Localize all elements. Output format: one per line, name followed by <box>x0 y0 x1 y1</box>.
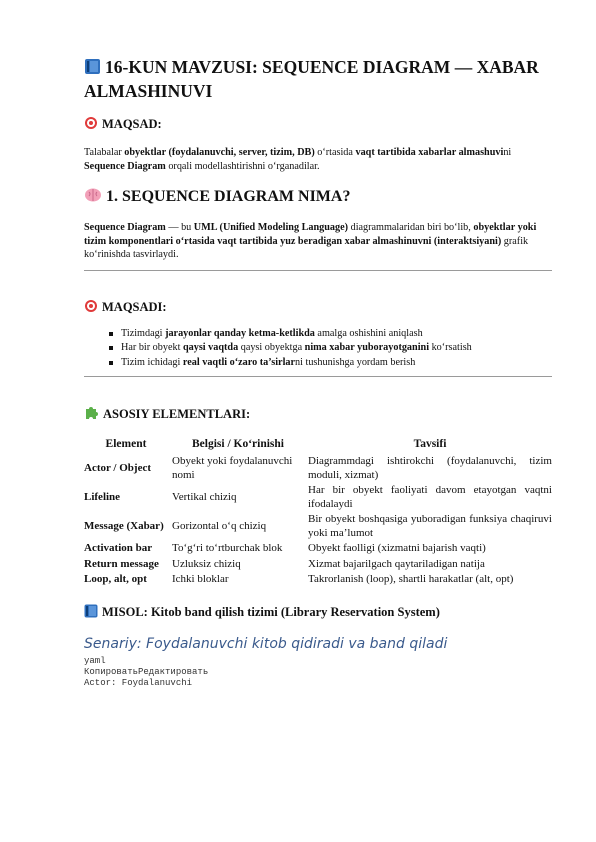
text-run: amalga oshishini aniqlash <box>314 327 423 339</box>
column-header: Element <box>105 438 147 450</box>
table-row <box>82 572 554 588</box>
element-name-cell: Message (Xabar) <box>84 519 164 532</box>
puzzle-icon <box>84 405 99 424</box>
code-block <box>84 656 552 689</box>
description-cell: Bir obyekt boshqasiga yuboradigan funksiya chaqiruvi yoki ma’lumot <box>308 513 552 539</box>
text-run: ni tushunishga yordam berish <box>295 356 416 368</box>
definition-paragraph <box>84 221 552 262</box>
table-row <box>82 557 554 573</box>
code-language-label: yaml <box>84 655 106 666</box>
bold-text: nima xabar yuborayotganini <box>304 342 430 353</box>
notation-cell: To‘g‘ri to‘rtburchak blok <box>172 542 283 554</box>
description-cell: Diagrammdagi ishtirokchi (foydalanuvchi, tizim moduli, xizmat) <box>308 455 552 481</box>
target-icon <box>84 116 98 134</box>
list-item <box>121 356 552 371</box>
copy-edit-link[interactable]: КопироватьРедактировать <box>84 666 209 677</box>
bold-text: real vaqtli o‘zaro ta’sirlar <box>182 356 296 368</box>
table-row <box>82 512 554 541</box>
divider <box>84 270 552 271</box>
text-run: — bu <box>165 222 194 233</box>
text-run: ko‘rsatish <box>429 342 472 353</box>
notation-cell: Ichki bloklar <box>172 573 229 585</box>
column-header: Belgisi / Ko‘rinishi <box>191 438 284 450</box>
description-cell: Xizmat bajarilgach qaytariladigan natija <box>308 557 485 570</box>
list-item <box>121 327 552 342</box>
description-cell: Har bir obyekt faoliyati davom etayotgan vaqtni ifodalaydi <box>308 484 552 510</box>
title-text: 16-KUN MAVZUSI: SEQUENCE DIAGRAM — XABAR ALMASHINUVI <box>84 57 539 101</box>
text-run: o‘rtasida <box>314 147 356 158</box>
text-run: grafik ko‘rinishda tasvirlaydi. <box>84 235 529 260</box>
text-run: diagrammalaridan biri bo‘lib, <box>348 222 474 233</box>
element-name-cell: Activation bar <box>84 542 153 554</box>
table-row <box>82 483 554 512</box>
bold-text: obyektlar (foydalanuvchi, server, tizim, DB) <box>124 147 315 158</box>
text-run: Tizimdagi <box>121 327 166 339</box>
text-run: qaysi obyektga <box>238 342 305 353</box>
bold-text: obyektlar yoki tizim komponentlari o‘rtasida vaqt tartibida yuz beradigan xabar almashinuvni (interaktsiyani) <box>84 222 537 247</box>
document-page <box>84 56 552 689</box>
notation-cell: Obyekt yoki foydalanuvchi nomi <box>172 455 293 481</box>
bold-text: qaysi vaqtda <box>182 342 239 353</box>
bold-text: UML (Unified Modeling Language) <box>193 222 349 233</box>
column-header: Tavsifi <box>413 438 447 450</box>
elements-heading: ASOSIY ELEMENTLARI: <box>84 405 552 424</box>
divider <box>84 376 552 377</box>
maqsad-paragraph <box>84 146 552 173</box>
goals-list <box>84 327 552 371</box>
element-name-cell: Actor / Object <box>84 461 151 474</box>
bold-text: Sequence Diagram <box>84 222 166 233</box>
table-row <box>82 454 554 483</box>
elements-table <box>82 436 554 588</box>
text-run: Talabalar <box>84 147 125 158</box>
description-cell: Takrorlanish (loop), shartli harakatlar (alt, opt) <box>308 573 514 585</box>
text-run: ni <box>503 147 512 158</box>
notation-cell: Gorizontal o‘q chiziq <box>172 519 267 532</box>
maqsadi-heading: MAQSADI: <box>84 299 552 317</box>
element-name-cell: Loop, alt, opt <box>84 573 147 585</box>
scenario-heading: Senariy: Foydalanuvchi kitob qidiradi va band qiladi <box>84 635 448 652</box>
brain-icon <box>84 187 102 209</box>
section1-heading: 1. SEQUENCE DIAGRAM NIMA? <box>84 187 552 209</box>
element-name-cell: Lifeline <box>84 490 121 503</box>
bold-text: jarayonlar qanday ketma-ketlikda <box>165 327 315 339</box>
code-line: Actor: Foydalanuvchi <box>84 677 193 688</box>
misol-heading: MISOL: Kitob band qilish tizimi (Library Reservation System) <box>84 604 552 622</box>
table-header-row <box>82 436 554 454</box>
element-name-cell: Return message <box>84 557 159 570</box>
description-cell: Obyekt faolligi (xizmatni bajarish vaqti) <box>308 542 486 554</box>
text-run: Tizim ichidagi <box>121 356 183 368</box>
book-icon <box>84 58 101 80</box>
bold-text: Sequence Diagram <box>84 160 166 172</box>
bold-text: vaqt tartibida xabarlar almashuvi <box>355 147 504 158</box>
notation-cell: Uzluksiz chiziq <box>172 557 241 570</box>
notation-cell: Vertikal chiziq <box>172 490 237 503</box>
page-title <box>84 56 552 102</box>
maqsad-heading: MAQSAD: <box>84 116 552 134</box>
book-icon <box>84 604 98 622</box>
target-icon <box>84 299 98 317</box>
table-row <box>82 541 554 557</box>
list-item <box>121 341 552 356</box>
text-run: Har bir obyekt <box>121 342 183 353</box>
text-run: orqali modellashtirishni o‘rganadilar. <box>165 160 320 172</box>
